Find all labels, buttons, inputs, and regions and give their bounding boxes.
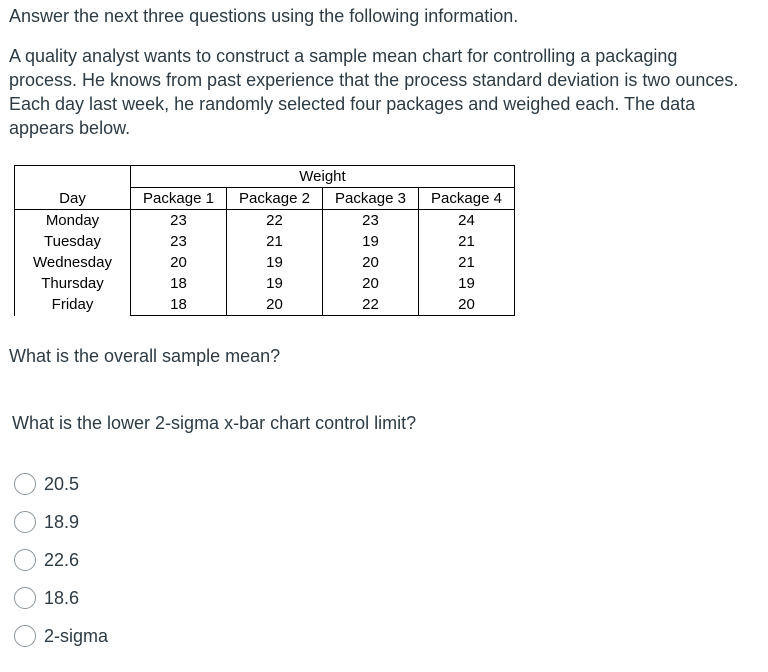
answer-option[interactable] [14, 509, 79, 535]
question-lower-control-limit: What is the lower 2-sigma x-bar chart control limit? [12, 413, 417, 433]
table-cell: 23 [131, 210, 227, 232]
radio-button[interactable] [14, 625, 36, 647]
problem-description: A quality analyst wants to construct a sample mean chart for controlling a packaging process. He knows from past experience that the process standard deviation is two ounces. Each day last week, he randomly selected four packages and weighed each. The data appears below. [9, 46, 739, 138]
table-cell: 20 [323, 273, 419, 294]
table-cell: Tuesday [15, 231, 131, 252]
table-cell: 19 [323, 231, 419, 252]
column-header: Package 2 [227, 188, 323, 210]
table-cell: 19 [419, 273, 515, 294]
answer-option[interactable] [14, 471, 79, 497]
table-row [15, 294, 515, 316]
column-header: Day [15, 188, 131, 210]
table-cell: 20 [323, 252, 419, 273]
table-cell: 20 [131, 252, 227, 273]
table-row [15, 231, 515, 252]
table-cell: 19 [227, 273, 323, 294]
table-cell: 22 [323, 294, 419, 316]
table-cell: 20 [419, 294, 515, 316]
radio-button[interactable] [14, 511, 36, 533]
column-header: Package 4 [419, 188, 515, 210]
table-cell: 23 [131, 231, 227, 252]
table-cell: 19 [227, 252, 323, 273]
table-cell: Wednesday [15, 252, 131, 273]
table-cell: 22 [227, 210, 323, 232]
answer-option-label: 2-sigma [44, 625, 109, 646]
answer-option[interactable] [14, 547, 79, 573]
table-group-header-row [15, 166, 515, 188]
column-header: Package 3 [323, 188, 419, 210]
radio-button[interactable] [14, 587, 36, 609]
table-cell: Thursday [15, 273, 131, 294]
answer-option-label: 22.6 [44, 549, 80, 570]
table-row [15, 252, 515, 273]
answer-option-label: 18.9 [44, 511, 80, 532]
table-cell: 18 [131, 273, 227, 294]
weight-group-header: Weight [131, 166, 515, 188]
table-cell: Friday [15, 294, 131, 316]
table-row [15, 210, 515, 232]
radio-button[interactable] [14, 549, 36, 571]
table-column-header-row [15, 188, 515, 210]
weight-data-table [14, 165, 515, 316]
answer-option-label: 18.6 [44, 587, 80, 608]
answer-option[interactable] [14, 623, 108, 649]
column-header: Package 1 [131, 188, 227, 210]
answer-option[interactable] [14, 585, 79, 611]
table-cell: 20 [227, 294, 323, 316]
answer-option-label: 20.5 [44, 473, 80, 494]
table-cell: 23 [323, 210, 419, 232]
header-empty-cell [15, 166, 131, 188]
table-cell: 24 [419, 210, 515, 232]
question-overall-mean: What is the overall sample mean? [9, 346, 281, 366]
table-cell: 21 [419, 252, 515, 273]
table-row [15, 273, 515, 294]
radio-button[interactable] [14, 473, 36, 495]
table-cell: 21 [227, 231, 323, 252]
table-cell: Monday [15, 210, 131, 232]
table-cell: 21 [419, 231, 515, 252]
intro-text: Answer the next three questions using the following information. [9, 6, 519, 26]
table-cell: 18 [131, 294, 227, 316]
